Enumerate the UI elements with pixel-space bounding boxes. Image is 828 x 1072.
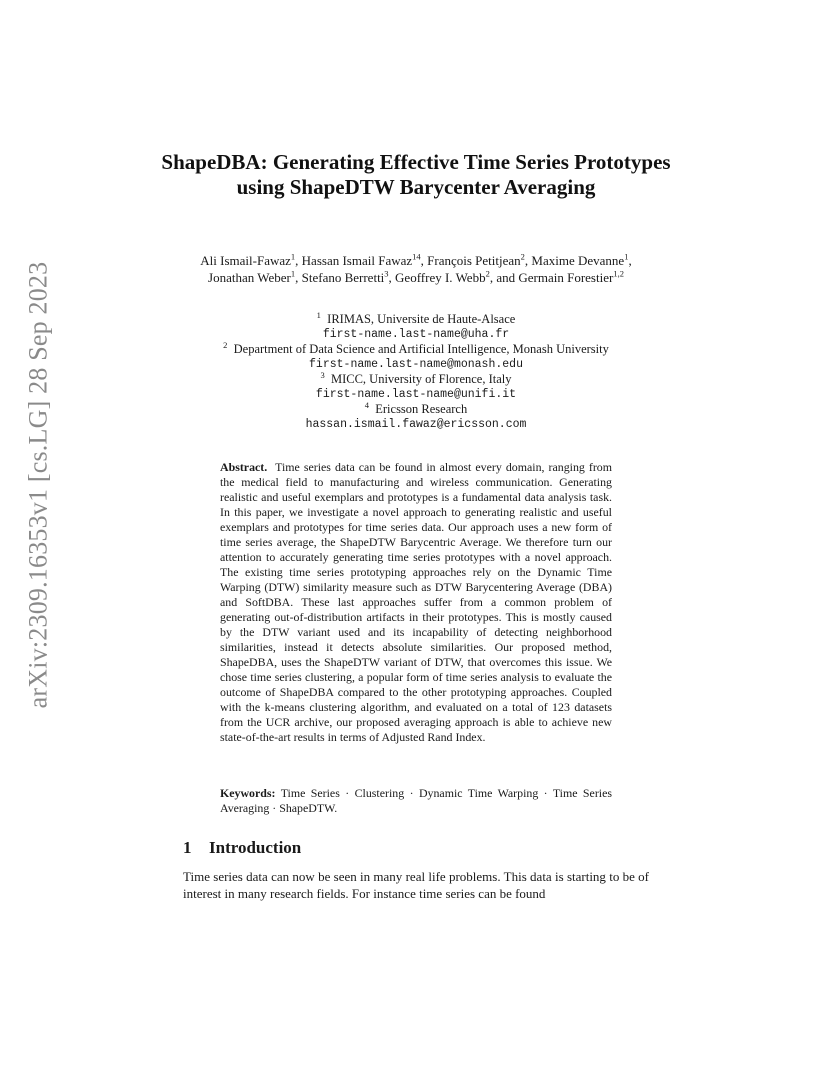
keywords bbox=[220, 786, 612, 816]
author-name: Germain Forestier bbox=[518, 270, 614, 285]
author-affiliation-mark: 3 bbox=[384, 268, 389, 279]
author-affiliation-mark: 14 bbox=[412, 251, 421, 262]
affiliation-name: MICC, University of Florence, Italy bbox=[330, 372, 512, 386]
author-name: Ali Ismail-Fawaz bbox=[200, 253, 291, 268]
section-title: Introduction bbox=[209, 838, 302, 857]
affiliation-email: first-name.last-name@uha.fr bbox=[322, 328, 510, 341]
affiliation-email: hassan.ismail.fawaz@ericsson.com bbox=[305, 418, 527, 431]
keywords-label: Keywords: bbox=[220, 786, 276, 800]
affiliation-list bbox=[180, 309, 652, 432]
abstract-text: Time series data can be found in almost every domain, ranging from the medical field to manufacturing and wireless communication. Generating realistic and useful exemplars and prototypes is a fundamental data analysis task. In this paper, we investigate a novel approach to generating realistic and useful exemplars and prototypes for time series data. Our approach uses a new form of time series average, the ShapeDTW Barycentric Average. We therefore turn our attention to accurately generating time series prototypes with a novel approach. The existing time series prototyping approaches rely on the Dynamic Time Warping (DTW) similarity measure such as DTW Barycentering Average (DBA) and SoftDBA. These last approaches suffer from a common problem of generating out-of-distribution artifacts in their prototypes. This is mostly caused by the DTW variant used and its incapability of detecting neighborhood similarities, instead it detects absolute similarities. Our proposed method, ShapeDBA, uses the ShapeDTW variant of DTW, that overcomes this issue. We chose time series clustering, a popular form of time series analysis to evaluate the outcome of ShapeDBA compared to the other prototyping approaches. Coupled with the k-means clustering algorithm, and evaluated on a total of 123 datasets from the UCR archive, our proposed averaging approach is able to achieve new state-of-the-art results in terms of Adjusted Rand Index. bbox=[220, 460, 613, 744]
author-separator: , bbox=[295, 253, 302, 268]
abstract bbox=[220, 460, 612, 745]
author-name: Geoffrey I. Webb bbox=[395, 270, 486, 285]
author-affiliation-mark: 1,2 bbox=[613, 268, 624, 279]
author-separator: , bbox=[295, 270, 302, 285]
affiliation-name: IRIMAS, Universite de Haute-Alsace bbox=[327, 312, 516, 326]
section-heading bbox=[183, 838, 301, 858]
author-name: Jonathan Weber bbox=[208, 270, 291, 285]
affiliation-line bbox=[180, 399, 652, 417]
affiliation-line bbox=[180, 369, 652, 387]
affiliation-name: Ericsson Research bbox=[375, 402, 468, 416]
author-separator: , bbox=[420, 253, 428, 268]
arxiv-identifier: arXiv:2309.16353v1 [cs.LG] 28 Sep 2023 bbox=[23, 261, 52, 709]
author-list bbox=[190, 252, 642, 286]
paper-title: ShapeDBA: Generating Effective Time Series Prototypes using ShapeDTW Barycenter Averaging bbox=[161, 150, 671, 199]
affiliation-number: 2 bbox=[223, 339, 228, 350]
affiliation-number: 1 bbox=[316, 309, 321, 320]
author-affiliation-mark: 2 bbox=[520, 251, 525, 262]
author-separator: , bbox=[388, 270, 396, 285]
affiliation-line bbox=[180, 339, 652, 357]
intro-paragraph: Time series data can now be seen in many real life problems. This data is starting to be of interest in many research fields. For instance time series can be found bbox=[183, 869, 649, 901]
affiliation-number: 4 bbox=[364, 399, 369, 410]
abstract-label: Abstract. bbox=[220, 460, 268, 474]
affiliation-email: first-name.last-name@monash.edu bbox=[309, 358, 523, 371]
affiliation-email: first-name.last-name@unifi.it bbox=[315, 388, 517, 401]
author-name: Hassan Ismail Fawaz bbox=[301, 253, 413, 268]
author-name: François Petitjean bbox=[427, 253, 521, 268]
author-affiliation-mark: 2 bbox=[485, 268, 490, 279]
author-separator: , bbox=[524, 253, 532, 268]
arxiv-sidebar bbox=[8, 261, 68, 709]
keywords-text: Time Series · Clustering · Dynamic Time Warping · Time Series Averaging · ShapeDTW. bbox=[220, 786, 612, 815]
affiliation-number: 3 bbox=[320, 369, 325, 380]
author-separator: , and bbox=[489, 270, 519, 285]
affiliation-line bbox=[180, 309, 652, 327]
author-affiliation-mark: 1 bbox=[290, 251, 296, 262]
author-affiliation-mark: 1 bbox=[624, 251, 629, 262]
affiliation-name: Department of Data Science and Artificial Intelligence, Monash University bbox=[233, 342, 609, 356]
author-separator: , bbox=[628, 253, 632, 268]
author-name: Stefano Berretti bbox=[301, 270, 385, 285]
author-name: Maxime Devanne bbox=[531, 253, 625, 268]
section-number: 1 bbox=[183, 838, 192, 857]
author-affiliation-mark: 1 bbox=[290, 268, 296, 279]
